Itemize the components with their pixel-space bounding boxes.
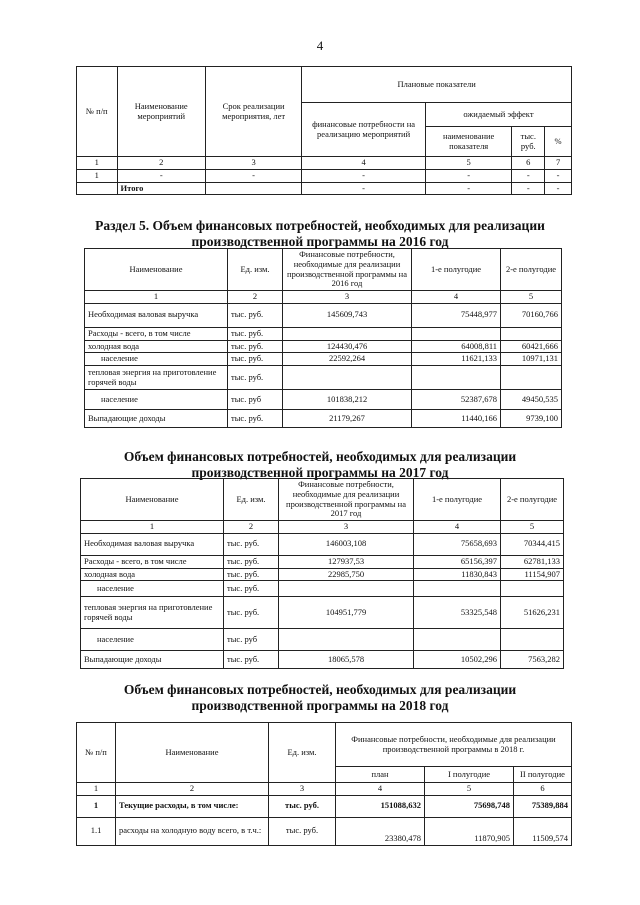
cell: тепловая энергия на приготовление горячей воды: [85, 366, 228, 390]
cell: 3: [283, 291, 412, 304]
cell: холодная вода: [85, 340, 228, 353]
section5-title: [0, 218, 640, 250]
cell: 1: [77, 157, 118, 170]
header-term: Срок реализации мероприятия, лет: [205, 67, 301, 157]
cell: 64008,811: [412, 340, 501, 353]
cell: тыс. руб.: [224, 568, 279, 581]
table-row: [77, 817, 572, 845]
cell: 52387,678: [412, 390, 501, 410]
cell: тыс. руб: [224, 629, 279, 651]
cell: тыс. руб.: [224, 651, 279, 669]
header-fin: Финансовые потребности, необходимые для реализации производственной программы в 2018 г.: [336, 723, 572, 767]
cell: [501, 581, 564, 597]
cell: -: [512, 182, 545, 195]
cell: [77, 182, 118, 195]
cell: Расходы - всего, в том числе: [85, 327, 228, 340]
index-row: [85, 291, 562, 304]
cell: [501, 327, 562, 340]
cell: 21179,267: [283, 410, 412, 428]
header-fin: финансовые потребности на реализацию мероприятий: [302, 103, 426, 157]
table-row: [85, 353, 562, 366]
cell: 11154,907: [501, 568, 564, 581]
cell: -: [545, 182, 572, 195]
header-unit: Ед. изм.: [269, 723, 336, 783]
header-name: Наименование: [116, 723, 269, 783]
table-row: [85, 366, 562, 390]
header-name: Наименование мероприятий: [117, 67, 205, 157]
cell: 3: [205, 157, 301, 170]
table-row: [85, 390, 562, 410]
cell: тыс. руб.: [228, 327, 283, 340]
cell: 11870,905: [425, 817, 514, 845]
cell: -: [425, 182, 511, 195]
cell: 1: [85, 291, 228, 304]
header-unit: Ед. изм.: [228, 249, 283, 291]
table-2016: [84, 248, 562, 428]
cell: тыс. руб.: [269, 817, 336, 845]
cell: [501, 366, 562, 390]
cell: [501, 629, 564, 651]
cell: 4: [414, 521, 501, 534]
title-line: Объем финансовых потребностей, необходимых для реализации: [123, 682, 517, 697]
cell: тыс. руб: [228, 390, 283, 410]
cell: тыс. руб.: [269, 795, 336, 817]
cell: тыс. руб.: [228, 353, 283, 366]
header-h2: II полугодие: [514, 767, 572, 783]
cell: 23380,478: [336, 817, 425, 845]
page-number: 4: [316, 38, 324, 53]
cell: 11830,843: [414, 568, 501, 581]
table-planned-indicators: [76, 66, 572, 195]
cell: 1: [77, 783, 116, 796]
cell: тыс. руб.: [228, 410, 283, 428]
cell: 146003,108: [279, 533, 414, 555]
index-row: [81, 521, 564, 534]
header-h1: I полугодие: [425, 767, 514, 783]
cell: 5: [501, 291, 562, 304]
cell: [414, 629, 501, 651]
cell: 2: [116, 783, 269, 796]
cell: тыс. руб.: [224, 555, 279, 568]
cell: 5: [501, 521, 564, 534]
cell: тепловая энергия на приготовление горячей воды: [81, 597, 224, 629]
header-fin: Финансовые потребности, необходимые для реализации производственной программы на 2017 год: [279, 479, 414, 521]
cell: 145609,743: [283, 303, 412, 327]
cell: тыс. руб.: [224, 597, 279, 629]
total-label: Итого: [117, 182, 205, 195]
cell: Выпадающие доходы: [81, 651, 224, 669]
cell: 1: [81, 521, 224, 534]
cell: 5: [425, 157, 511, 170]
cell: -: [117, 169, 205, 182]
cell: 4: [336, 783, 425, 796]
table-row: [77, 169, 572, 182]
cell: 60421,666: [501, 340, 562, 353]
header-indicator: наименование показателя: [425, 127, 511, 157]
section-2017-title: [0, 449, 640, 481]
cell: Выпадающие доходы: [85, 410, 228, 428]
title-line: Раздел 5. Объем финансовых потребностей, необходимых для реализации: [95, 218, 545, 233]
header-num: № п/п: [77, 67, 118, 157]
cell: Необходимая валовая выручка: [85, 303, 228, 327]
cell: 1: [77, 795, 116, 817]
cell: 5: [425, 783, 514, 796]
cell: население: [85, 353, 228, 366]
cell: 18065,578: [279, 651, 414, 669]
table-row: [81, 629, 564, 651]
cell: 75698,748: [425, 795, 514, 817]
cell: 4: [412, 291, 501, 304]
title-line: производственной программы на 2016 год: [191, 234, 449, 249]
section-2018-title: [0, 682, 640, 714]
header-unit: Ед. изм.: [224, 479, 279, 521]
cell: 11440,166: [412, 410, 501, 428]
header-plan: Плановые показатели: [302, 67, 572, 103]
cell: 151088,632: [336, 795, 425, 817]
table-row: [81, 597, 564, 629]
table-row: [81, 555, 564, 568]
cell: [205, 182, 301, 195]
cell: 2: [224, 521, 279, 534]
cell: -: [545, 169, 572, 182]
cell: тыс. руб.: [228, 366, 283, 390]
cell: 101838,212: [283, 390, 412, 410]
cell: 7563,282: [501, 651, 564, 669]
header-unit: тыс. руб.: [512, 127, 545, 157]
cell: население: [81, 581, 224, 597]
cell: [279, 581, 414, 597]
header-h1: 1-е полугодие: [412, 249, 501, 291]
cell: 124430,476: [283, 340, 412, 353]
cell: [412, 366, 501, 390]
header-plan: план: [336, 767, 425, 783]
cell: 51626,231: [501, 597, 564, 629]
cell: [283, 327, 412, 340]
cell: 104951,779: [279, 597, 414, 629]
total-row: [77, 182, 572, 195]
table-row: [85, 340, 562, 353]
cell: -: [302, 169, 426, 182]
cell: -: [425, 169, 511, 182]
cell: тыс. руб.: [228, 303, 283, 327]
cell: 65156,397: [414, 555, 501, 568]
table-row: [77, 795, 572, 817]
cell: 1: [77, 169, 118, 182]
cell: 75389,884: [514, 795, 572, 817]
cell: 2: [117, 157, 205, 170]
table-2018: [76, 722, 572, 846]
cell: [283, 366, 412, 390]
header-fin: Финансовые потребности, необходимые для реализации производственной программы на 2016 год: [283, 249, 412, 291]
table-row: [81, 581, 564, 597]
table-row: [85, 327, 562, 340]
cell: 10971,131: [501, 353, 562, 366]
cell: 9739,100: [501, 410, 562, 428]
header-num: № п/п: [77, 723, 116, 783]
index-row: [77, 783, 572, 796]
cell: 75448,977: [412, 303, 501, 327]
cell: 7: [545, 157, 572, 170]
cell: 49450,535: [501, 390, 562, 410]
table-row: [85, 410, 562, 428]
cell: 3: [279, 521, 414, 534]
cell: 70344,415: [501, 533, 564, 555]
cell: 75658,693: [414, 533, 501, 555]
cell: 4: [302, 157, 426, 170]
cell: [279, 629, 414, 651]
cell: население: [85, 390, 228, 410]
header-name: Наименование: [85, 249, 228, 291]
cell: -: [205, 169, 301, 182]
cell: Текущие расходы, в том числе:: [116, 795, 269, 817]
header-pct: %: [545, 127, 572, 157]
header-h2: 2-е полугодие: [501, 479, 564, 521]
cell: Расходы - всего, в том числе: [81, 555, 224, 568]
cell: 127937,53: [279, 555, 414, 568]
cell: 2: [228, 291, 283, 304]
header-effect: ожидаемый эффект: [425, 103, 571, 127]
cell: население: [81, 629, 224, 651]
title-line: Объем финансовых потребностей, необходимых для реализации: [123, 449, 517, 464]
cell: расходы на холодную воду всего, в т.ч.:: [116, 817, 269, 845]
cell: -: [302, 182, 426, 195]
index-row: [77, 157, 572, 170]
cell: -: [512, 169, 545, 182]
cell: 11509,574: [514, 817, 572, 845]
cell: 53325,548: [414, 597, 501, 629]
table-row: [85, 303, 562, 327]
title-line: производственной программы на 2018 год: [191, 698, 449, 713]
cell: 10502,296: [414, 651, 501, 669]
cell: 22592,264: [283, 353, 412, 366]
cell: 1.1: [77, 817, 116, 845]
header-h1: 1-е полугодие: [414, 479, 501, 521]
table-2017: [80, 478, 564, 669]
table-row: [81, 533, 564, 555]
cell: [412, 327, 501, 340]
cell: 70160,766: [501, 303, 562, 327]
cell: 3: [269, 783, 336, 796]
cell: холодная вода: [81, 568, 224, 581]
title-line: производственной программы на 2017 год: [191, 465, 449, 480]
cell: [414, 581, 501, 597]
header-name: Наименование: [81, 479, 224, 521]
cell: 6: [512, 157, 545, 170]
cell: Необходимая валовая выручка: [81, 533, 224, 555]
header-h2: 2-е полугодие: [501, 249, 562, 291]
cell: 11621,133: [412, 353, 501, 366]
cell: 6: [514, 783, 572, 796]
table-row: [81, 568, 564, 581]
cell: тыс. руб.: [224, 581, 279, 597]
cell: тыс. руб.: [224, 533, 279, 555]
cell: 22985,750: [279, 568, 414, 581]
cell: тыс. руб.: [228, 340, 283, 353]
table-row: [81, 651, 564, 669]
cell: 62781,133: [501, 555, 564, 568]
